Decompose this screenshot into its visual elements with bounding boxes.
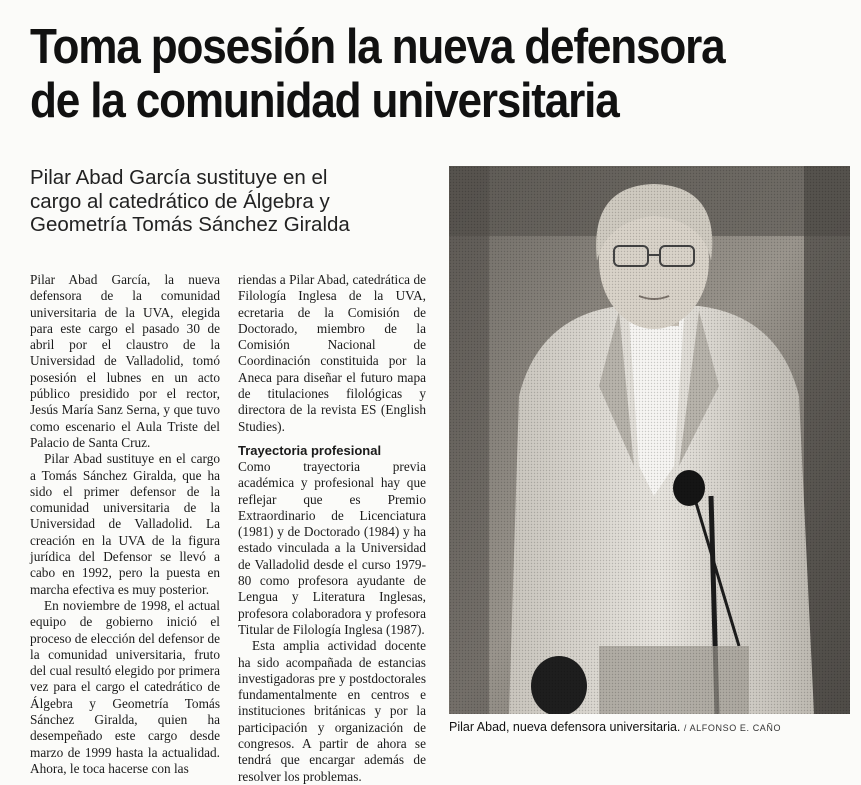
caption-text: Pilar Abad, nueva defensora universitaria. [449,720,681,734]
article-column-1 [30,272,220,777]
subheadline-line-1: Pilar Abad García sustituye en el [30,166,328,189]
portrait-photo [449,166,850,714]
subheadline-line-2: cargo al catedrático de Álgebra y [30,189,330,213]
body-paragraph-5: Como trayectoria previa académica y profesional hay que reflejar que es Premio Extraordinario de Licenciatura (1981) y de Doctorado (1984) y ha estado vinculada a la Universidad de Valladolid desde el curso 1979-80 como profesora ayudante de Lengua y Literatura Inglesas, profesora colaboradora y profesora Titular de Filología Inglesa (1987). [238,458,426,637]
body-paragraph-2: Pilar Abad sustituye en el cargo a Tomás Sánchez Giralda, que ha sido el primer defensor de la comunidad universitaria de la Universidad de Valladolid. La creación en la UVA de la figura jurídica del Defensor se llevó a cabo en 1992, pero la puesta en marcha efectiva es muy posterior. [30,451,220,597]
photo-credit: / ALFONSO E. CAÑO [683,723,782,733]
body-paragraph-3: En noviembre de 1998, el actual equipo de gobierno inició el proceso de elección del defensor de la comunidad universitaria, fruto del cual resultó elegido por primera vez para el cargo el catedrático de Álgebra y Geometría Tomás Sánchez Giralda, quien ha desempeñado este cargo desde marzo de 1999 hasta la actualidad. Ahora, le toca hacerse con las [30,597,220,776]
portrait-photo-illustration [449,166,850,714]
headline [30,20,768,128]
body-paragraph-6: Esta amplia actividad docente ha sido acompañada de estancias investigadoras pre y postdoctorales fundamentalmente en centros e instituciones británicas y por la participación y organización de congresos. A partir de ahora se tendrá que encargar además de resolver los problemas. [238,638,426,784]
body-paragraph-1: Pilar Abad García, la nueva defensora de la comunidad universitaria de la UVA, elegida para este cargo el pasado 30 de abril por el claustro de la Universidad de Valladolid, tomó posesión el lubnes en un acto público presidido por el rector, Jesús María Sanz Serna, y que tuvo como escenario el Aula Triste del Palacio de Santa Cruz. [30,272,220,450]
headline-line-2: de la comunidad universitaria [30,74,619,128]
subheadline [30,166,430,237]
photo-caption [449,719,859,736]
body-paragraph-4: riendas a Pilar Abad, catedrática de Filología Inglesa de la UVA, ecretaria de la Comisión de Doctorado, miembro de la Comisión Nacional de Coordinación constituida por la Aneca para diseñar el futuro mapa de titulaciones filológicas y directora de la revista ES (English Studies). [238,272,426,434]
section-subheading: Trayectoria profesional [238,442,382,458]
article-column-2 [238,272,426,785]
subheadline-line-3: Geometría Tomás Sánchez Giralda [30,213,350,236]
headline-line-1: Toma posesión la nueva defensora [30,20,725,74]
